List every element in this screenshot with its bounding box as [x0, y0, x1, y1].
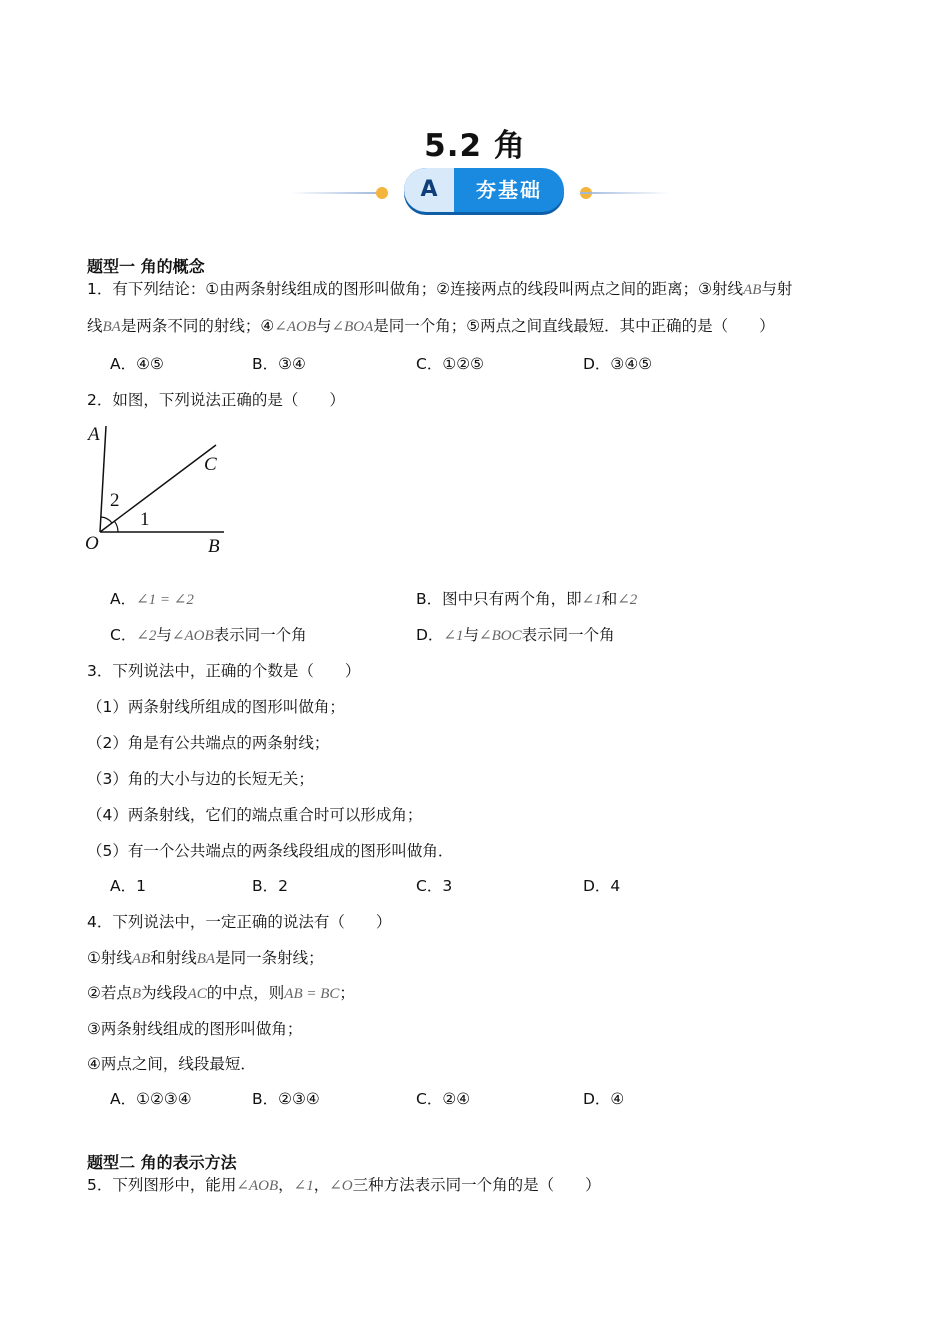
ray-oa	[100, 426, 106, 532]
q1-option-c[interactable]: C．①②⑤	[416, 355, 485, 373]
q1-option-d[interactable]: D．③④⑤	[583, 355, 653, 373]
q3-option-a[interactable]: A．1	[110, 877, 146, 895]
q1-text: 与射	[761, 280, 793, 298]
q1-line1	[87, 279, 792, 300]
q2-stem: 2．如图，下列说法正确的是（ ）	[87, 391, 345, 409]
q2-angle-figure	[82, 420, 232, 560]
q3-stem: 3．下列说法中，正确的个数是（ ）	[87, 662, 361, 680]
q3-item-5: （5）有一个公共端点的两条线段组成的图形叫做角．	[87, 842, 454, 860]
q4-statement-2	[87, 983, 355, 1004]
q2-optC-with: 与	[156, 626, 172, 644]
q4-math-ac: AC	[187, 986, 207, 1002]
q5-math-1: ∠1	[293, 1178, 314, 1194]
q2-optD-label: D．	[416, 626, 444, 644]
label-angle-1: 1	[140, 509, 150, 530]
q4-math-ab: AB	[131, 951, 151, 967]
q3-option-d[interactable]: D．4	[583, 877, 621, 895]
q4-text: ；	[339, 984, 355, 1002]
q2-optD-math1: ∠1	[443, 628, 464, 644]
arc-angle-2	[101, 517, 112, 523]
page-title: 5.2 角	[424, 128, 526, 164]
q1-text: 是两条不同的射线；④	[120, 317, 275, 335]
q2-optA-math: ∠1 = ∠2	[136, 592, 194, 608]
q2-optC-label: C．	[110, 626, 137, 644]
q3-item-3: （3）角的大小与边的长短无关；	[87, 770, 314, 788]
q4-option-c[interactable]: C．②④	[416, 1090, 471, 1108]
q1-math-ab: AB	[743, 282, 762, 298]
badge-letter: A	[404, 168, 454, 212]
section-heading-1: 题型一 角的概念	[87, 257, 205, 276]
q1-option-b[interactable]: B．③④	[252, 355, 306, 373]
q2-optA-label: A．	[110, 590, 137, 608]
q4-math-eq: AB = BC	[284, 986, 340, 1002]
q4-stem: 4．下列说法中，一定正确的说法有（ ）	[87, 913, 392, 931]
q2-optB-math1: ∠1	[581, 592, 602, 608]
q3-option-b[interactable]: B．2	[252, 877, 288, 895]
q1-text: 线	[87, 317, 103, 335]
q1-math-boa: ∠BOA	[331, 319, 374, 335]
arc-angle-1	[114, 521, 118, 532]
badge-left-line	[290, 192, 380, 194]
q2-optC-math2: ∠AOB	[171, 628, 214, 644]
ray-oc	[100, 445, 216, 532]
badge-pill	[404, 168, 564, 212]
q2-optD-tail: 表示同一个角	[521, 626, 615, 644]
badge-left-dot	[376, 187, 388, 199]
section-badge	[290, 166, 670, 216]
label-o: O	[85, 533, 99, 554]
q5-math-o: ∠O	[329, 1178, 353, 1194]
q4-option-b[interactable]: B．②③④	[252, 1090, 320, 1108]
q4-text: 是同一条射线；	[215, 949, 324, 967]
q1-text: 是同一个角；⑤两点之间直线最短．其中正确的是（ ）	[373, 317, 775, 335]
q1-math-aob: ∠AOB	[274, 319, 316, 335]
badge-right-line	[580, 192, 670, 194]
section-heading-2: 题型二 角的表示方法	[87, 1153, 237, 1172]
label-b: B	[208, 536, 220, 557]
q4-math-b: B	[131, 986, 142, 1002]
q2-optC-math1: ∠2	[136, 628, 157, 644]
q5-math-aob: ∠AOB	[236, 1178, 279, 1194]
badge-text: 夯基础	[476, 178, 542, 202]
label-c: C	[204, 454, 217, 475]
q2-option-b[interactable]	[416, 589, 637, 610]
q3-option-c[interactable]: C．3	[416, 877, 453, 895]
q1-option-a[interactable]: A．④⑤	[110, 355, 164, 373]
q3-item-4: （4）两条射线，它们的端点重合时可以形成角；	[87, 806, 423, 824]
q2-optD-with: 与	[463, 626, 480, 644]
q4-text: 为线段	[141, 984, 188, 1002]
q1-line2	[87, 316, 775, 337]
q2-option-c[interactable]	[110, 625, 307, 646]
q4-statement-3: ③两条射线组成的图形叫做角；	[87, 1020, 303, 1038]
q1-math-ba: BA	[102, 319, 121, 335]
q4-option-d[interactable]: D．④	[583, 1090, 625, 1108]
q2-optD-math2: ∠BOC	[479, 628, 522, 644]
q1-text: 与	[315, 317, 332, 335]
q3-item-1: （1）两条射线所组成的图形叫做角；	[87, 698, 345, 716]
q4-statement-4: ④两点之间，线段最短．	[87, 1055, 256, 1073]
q2-optB-and: 和	[601, 590, 618, 608]
q3-item-2: （2）角是有公共端点的两条射线；	[87, 734, 330, 752]
q4-text: 的中点，则	[206, 984, 285, 1002]
q2-optB-label: B．图中只有两个角，即	[416, 590, 582, 608]
q2-optB-math2: ∠2	[617, 592, 638, 608]
q5-text: ，	[313, 1176, 330, 1194]
q1-text: 1．有下列结论：①由两条射线组成的图形叫做角；②连接两点的线段叫两点之间的距离；③射线	[87, 280, 744, 298]
q5-text: 5．下列图形中，能用	[87, 1176, 237, 1194]
q4-statement-1	[87, 948, 324, 969]
q2-option-a[interactable]	[110, 589, 194, 610]
q4-text: 和射线	[150, 949, 197, 967]
q4-text: ①射线	[87, 949, 132, 967]
q4-math-ba: BA	[196, 951, 216, 967]
q5-stem	[87, 1175, 601, 1196]
q4-text: ②若点	[87, 984, 132, 1002]
q2-option-d[interactable]	[416, 625, 615, 646]
label-angle-2: 2	[110, 490, 120, 511]
q4-option-a[interactable]: A．①②③④	[110, 1090, 192, 1108]
label-a: A	[88, 424, 100, 445]
q2-optC-tail: 表示同一个角	[213, 626, 307, 644]
q5-text: ，	[278, 1176, 294, 1194]
q5-text: 三种方法表示同一个角的是（ ）	[352, 1176, 601, 1194]
